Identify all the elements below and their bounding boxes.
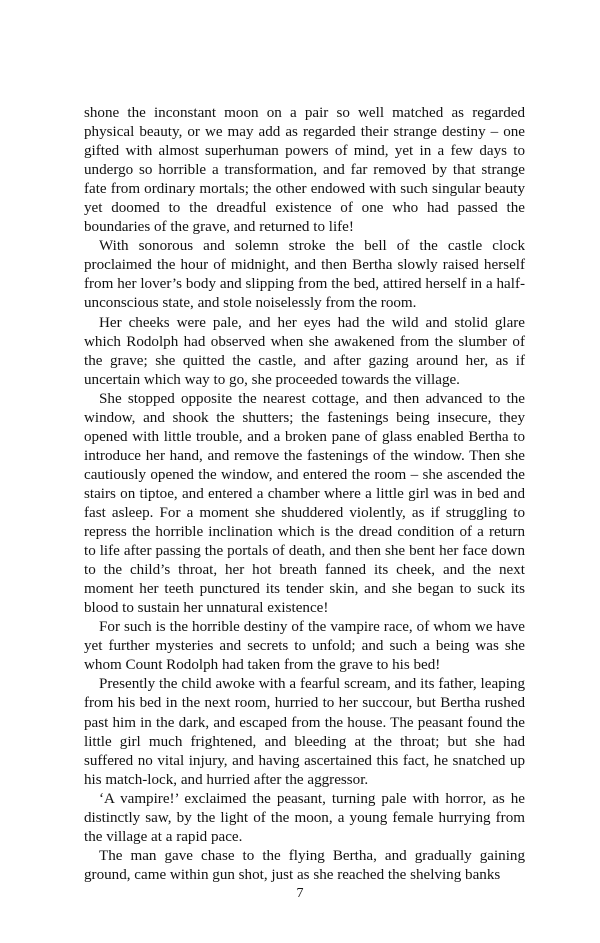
paragraph-vampire-race: For such is the horrible destiny of the vampire race, of whom we have yet further mysteries and secrets to unfold; and such a being was she whom Count Rodolph had taken from the grave to his bed!: [84, 619, 525, 674]
paragraph-child-awoke: Presently the child awoke with a fearful scream, and its father, leaping from his bed in the next room, hurried to her succour, but Bertha rushed past him in the dark, and escaped from the house. The peasant found the little girl much frightened, and bleeding at the throat; but she had suffered no vital injury, and having ascertained this fact, he snatched up his match-lock, and hurried after the aggressor.: [84, 676, 525, 788]
paragraph-continuation: shone the inconstant moon on a pair so well matched as regarded physical beauty, or we may add as regarded their strange destiny – one gifted with almost superhuman powers of mind, yet in a few days to undergo so horrible a transformation, and far removed by that strange fate from ordinary mortals; the other endowed with such singular beauty yet doomed to the dreadful existence of one who had passed the boundaries of the grave, and returned to life!: [84, 105, 525, 236]
paragraph-cheeks: Her cheeks were pale, and her eyes had the wild and stolid glare which Rodolph had observed when she awakened from the slumber of the grave; she quitted the castle, and after gazing around her, as if uncertain which way to go, she proceeded towards the village.: [84, 314, 525, 388]
paragraph-cottage: She stopped opposite the nearest cottage, and then advanced to the window, and shook the shutters; the fastenings being insecure, they opened with little trouble, and a broken pane of glass enabled Bertha to introduce her hand, and remove the fastenings of the window. Then she cautiously opened the window, and entered the room – she ascended the stairs on tiptoe, and entered a chamber where a little girl was in bed and fast asleep. For a moment she shuddered violently, as if struggling to repress the horrible inclination which is the dread condition of a return to life after passing the portals of death, and then she bent her face down to the child’s throat, her hot breath fanned its cheek, and the next moment her teeth punctured its tender skin, and she began to suck its blood to sustain her unnatural existence!: [84, 390, 525, 617]
paragraph-chase: The man gave chase to the flying Bertha, and gradually gaining ground, came within gun shot, just as she reached the shelving banks: [84, 847, 525, 883]
body-text: [84, 104, 525, 885]
paragraph-midnight: With sonorous and solemn stroke the bell of the castle clock proclaimed the hour of midnight, and then Bertha slowly raised herself from her lover’s body and slipping from the bed, attired herself in a half-unconscious state, and stole noiselessly from the room.: [84, 238, 525, 312]
paragraph-a-vampire: ‘A vampire!’ exclaimed the peasant, turning pale with horror, as he distinctly saw, by the light of the moon, a young female hurrying from the village at a rapid pace.: [84, 790, 525, 845]
page-number: 7: [296, 886, 304, 901]
